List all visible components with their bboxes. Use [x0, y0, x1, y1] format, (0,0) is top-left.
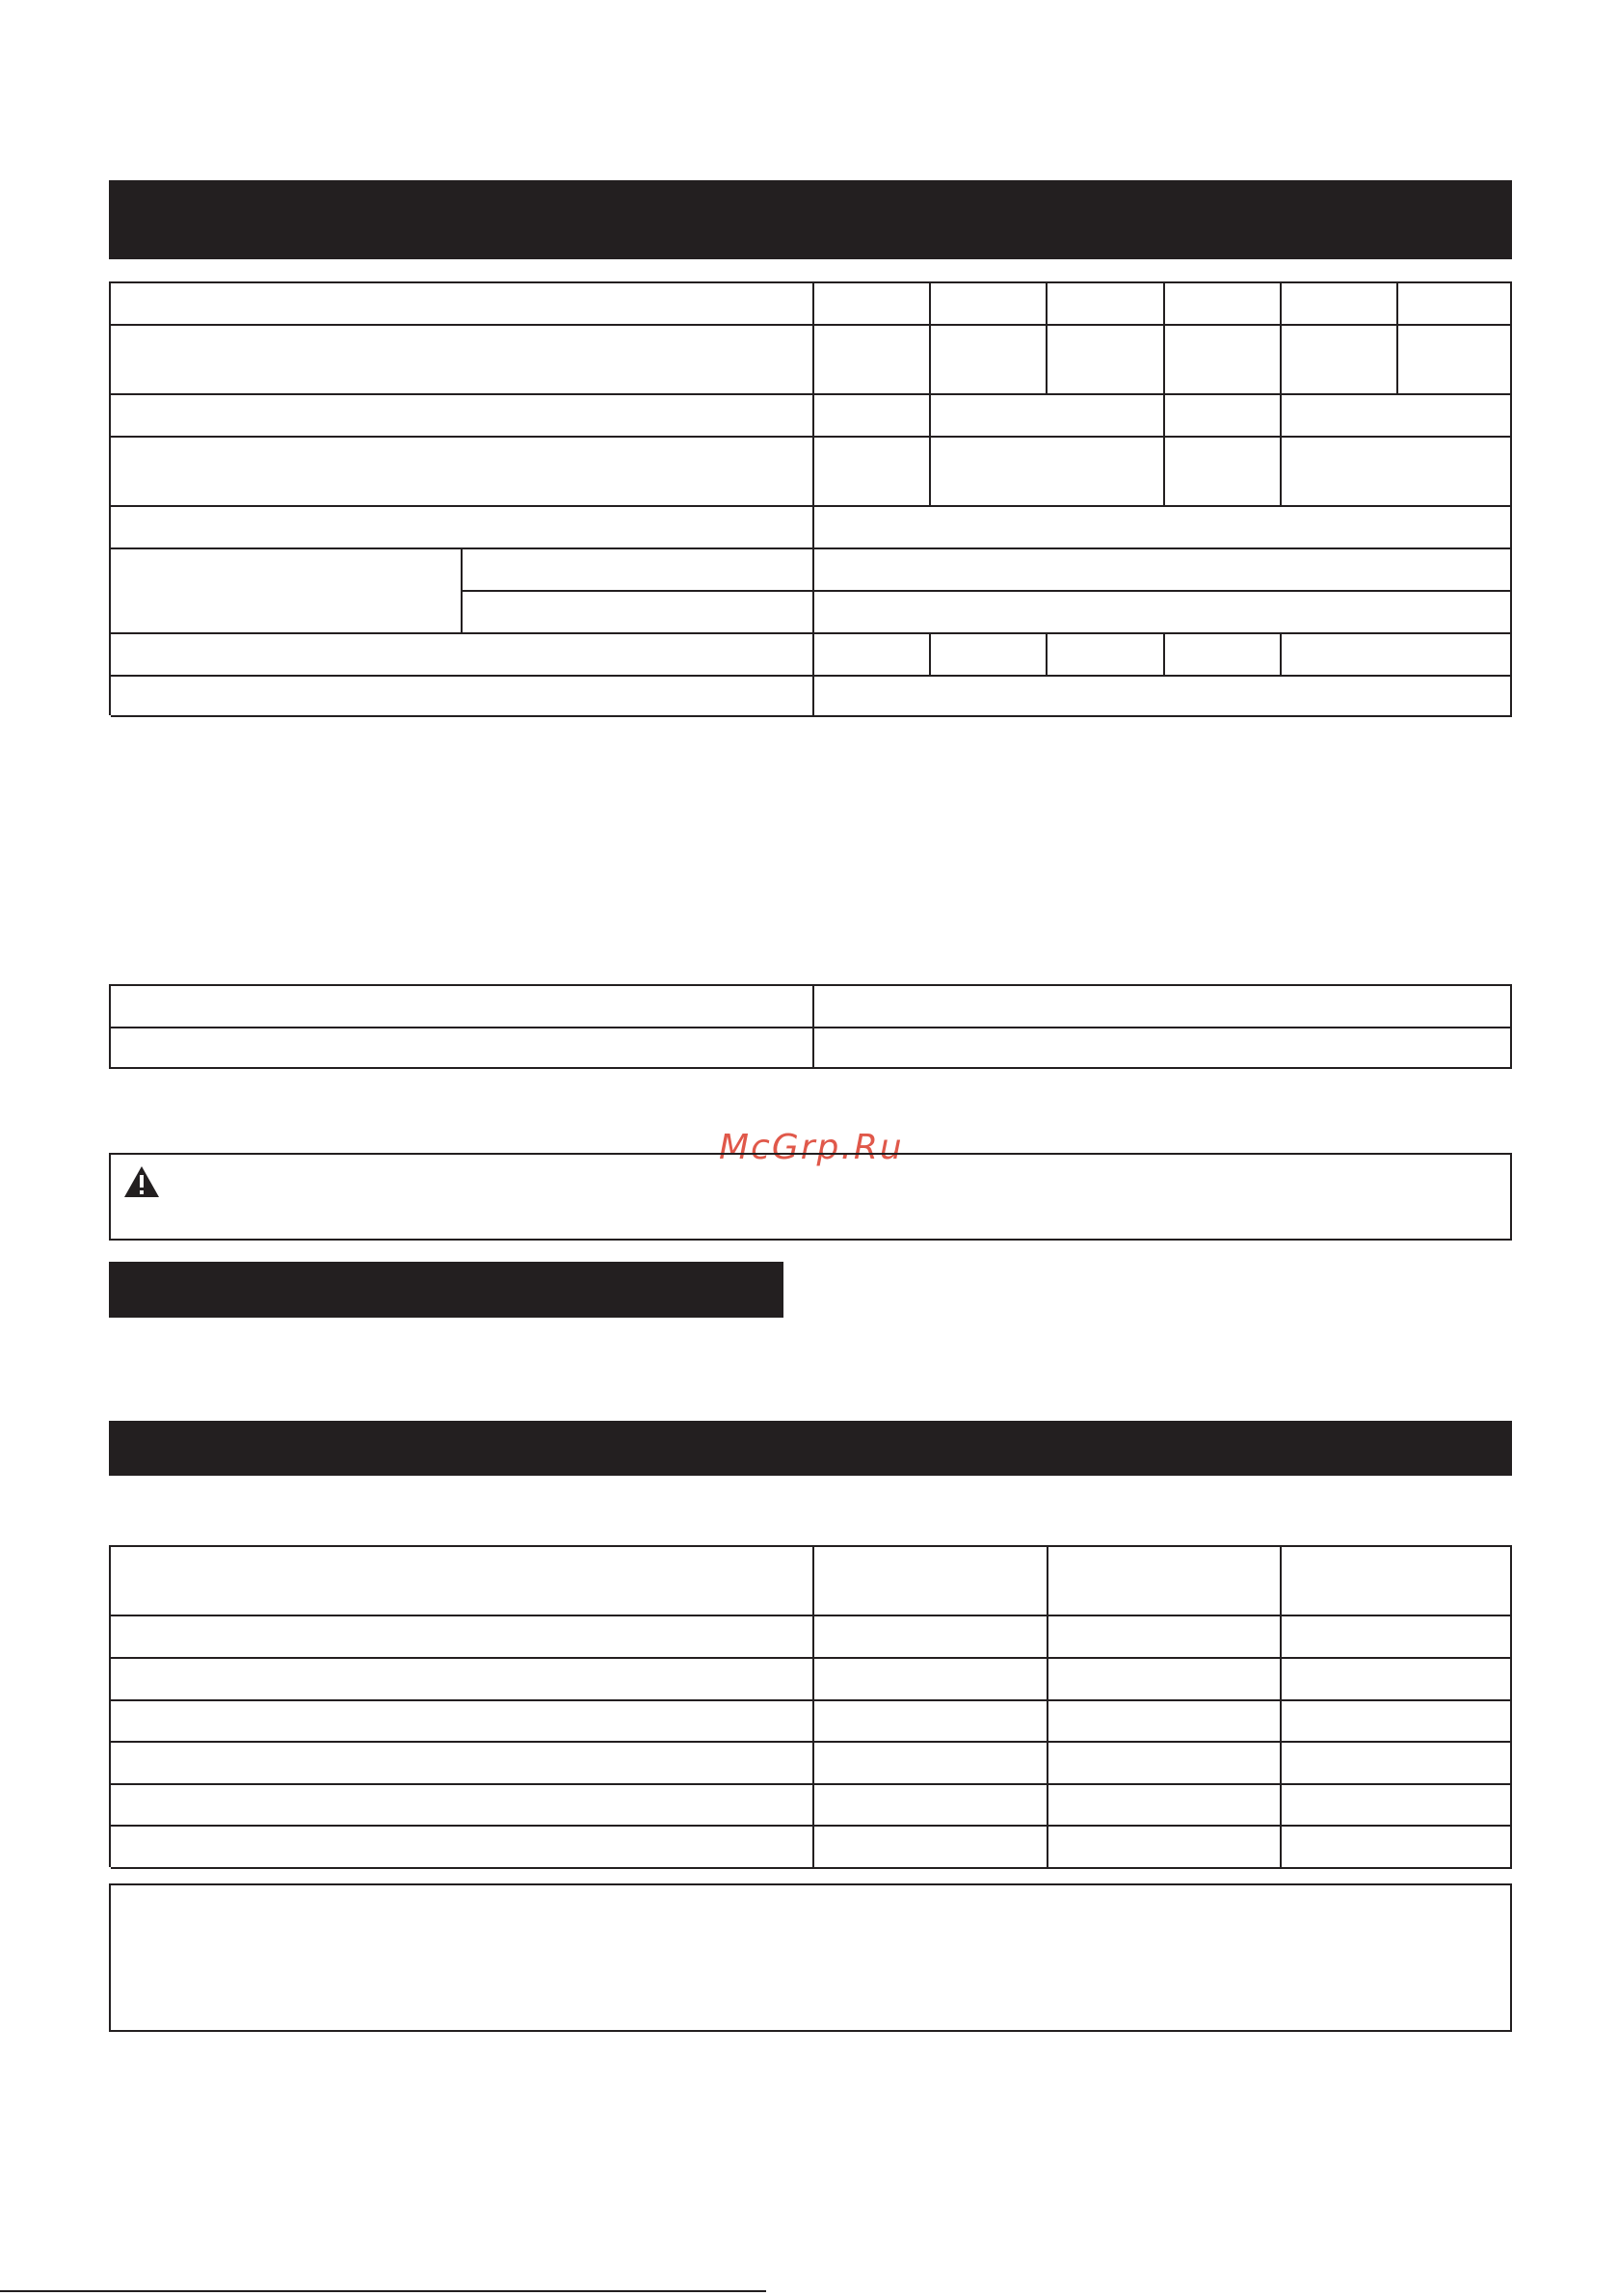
table-cell [814, 1743, 1048, 1785]
table-cell [814, 1827, 1048, 1869]
spec-row8-col4 [1165, 634, 1282, 677]
spec-row3-col4 [1165, 395, 1282, 438]
spec-row7-sublabel [463, 592, 814, 634]
spec-row5-value [814, 507, 1512, 549]
spec-row1-col4 [1165, 283, 1282, 326]
table-row [111, 1827, 814, 1869]
footer-rule [0, 2290, 766, 2292]
table-cell [1048, 1616, 1282, 1659]
spec-row6-group-label [111, 549, 463, 634]
spec-row7-value [814, 592, 1512, 634]
note-box [109, 1883, 1512, 2032]
section-header-bar-short [109, 1262, 783, 1318]
spec-row3-col5-6 [1282, 395, 1512, 438]
spec-row6-sublabel [463, 549, 814, 592]
spec-row2-col3 [1048, 326, 1165, 395]
table-cell [814, 1659, 1048, 1701]
spec-row9-label [111, 677, 814, 717]
spec-row1-col1 [814, 283, 931, 326]
table-cell [1048, 1827, 1282, 1869]
spec-row4-col1 [814, 438, 931, 507]
table-cell [1282, 1743, 1512, 1785]
secondary-row1-label [111, 986, 814, 1028]
spec-row5-label [111, 507, 814, 549]
spec-row8-col3 [1048, 634, 1165, 677]
spec-row3-col1 [814, 395, 931, 438]
spec-row8-col2 [931, 634, 1048, 677]
spec-row8-col1 [814, 634, 931, 677]
table-cell [1282, 1785, 1512, 1827]
table-cell [1282, 1659, 1512, 1701]
lower-table [109, 1545, 1512, 1867]
table-cell [1048, 1743, 1282, 1785]
lower-header-label [111, 1547, 814, 1616]
spec-row3-col2-3 [931, 395, 1165, 438]
spec-row2-col1 [814, 326, 931, 395]
spec-row4-label [111, 438, 814, 507]
section-header-bar-specifications [109, 180, 1512, 259]
table-cell [1282, 1701, 1512, 1743]
warning-box [109, 1153, 1512, 1241]
lower-header-col2 [1048, 1547, 1282, 1616]
spec-row8-label [111, 634, 814, 677]
secondary-table [109, 984, 1512, 1069]
table-cell [814, 1785, 1048, 1827]
table-row [111, 1616, 814, 1659]
spec-row2-col5 [1282, 326, 1398, 395]
spec-row4-col5-6 [1282, 438, 1512, 507]
table-row [111, 1785, 814, 1827]
spec-row1-col6 [1398, 283, 1512, 326]
spec-row4-col2-3 [931, 438, 1165, 507]
section-header-bar-lower [109, 1421, 1512, 1476]
table-row [111, 1701, 814, 1743]
spec-row2-label [111, 326, 814, 395]
warning-triangle-icon [122, 1164, 161, 1199]
spec-row1-col3 [1048, 283, 1165, 326]
table-cell [1048, 1701, 1282, 1743]
spec-row8-col5-6 [1282, 634, 1512, 677]
spec-row1-label [111, 283, 814, 326]
table-cell [1048, 1785, 1282, 1827]
spec-row1-col2 [931, 283, 1048, 326]
table-row [111, 1743, 814, 1785]
spec-row2-col6 [1398, 326, 1512, 395]
spec-row9-value [814, 677, 1512, 717]
spec-row1-col5 [1282, 283, 1398, 326]
spec-row3-label [111, 395, 814, 438]
table-cell [1048, 1659, 1282, 1701]
specifications-table [109, 281, 1512, 715]
table-cell [1282, 1616, 1512, 1659]
secondary-row2-value [814, 1028, 1512, 1069]
table-cell [814, 1701, 1048, 1743]
spec-row6-value [814, 549, 1512, 592]
lower-header-col1 [814, 1547, 1048, 1616]
spec-row4-col4 [1165, 438, 1282, 507]
secondary-row1-value [814, 986, 1512, 1028]
lower-header-col3 [1282, 1547, 1512, 1616]
spec-row2-col4 [1165, 326, 1282, 395]
table-cell [814, 1616, 1048, 1659]
secondary-row2-label [111, 1028, 814, 1069]
table-row [111, 1659, 814, 1701]
watermark-text: McGrp.Ru [719, 1128, 904, 1167]
table-cell [1282, 1827, 1512, 1869]
spec-row2-col2 [931, 326, 1048, 395]
